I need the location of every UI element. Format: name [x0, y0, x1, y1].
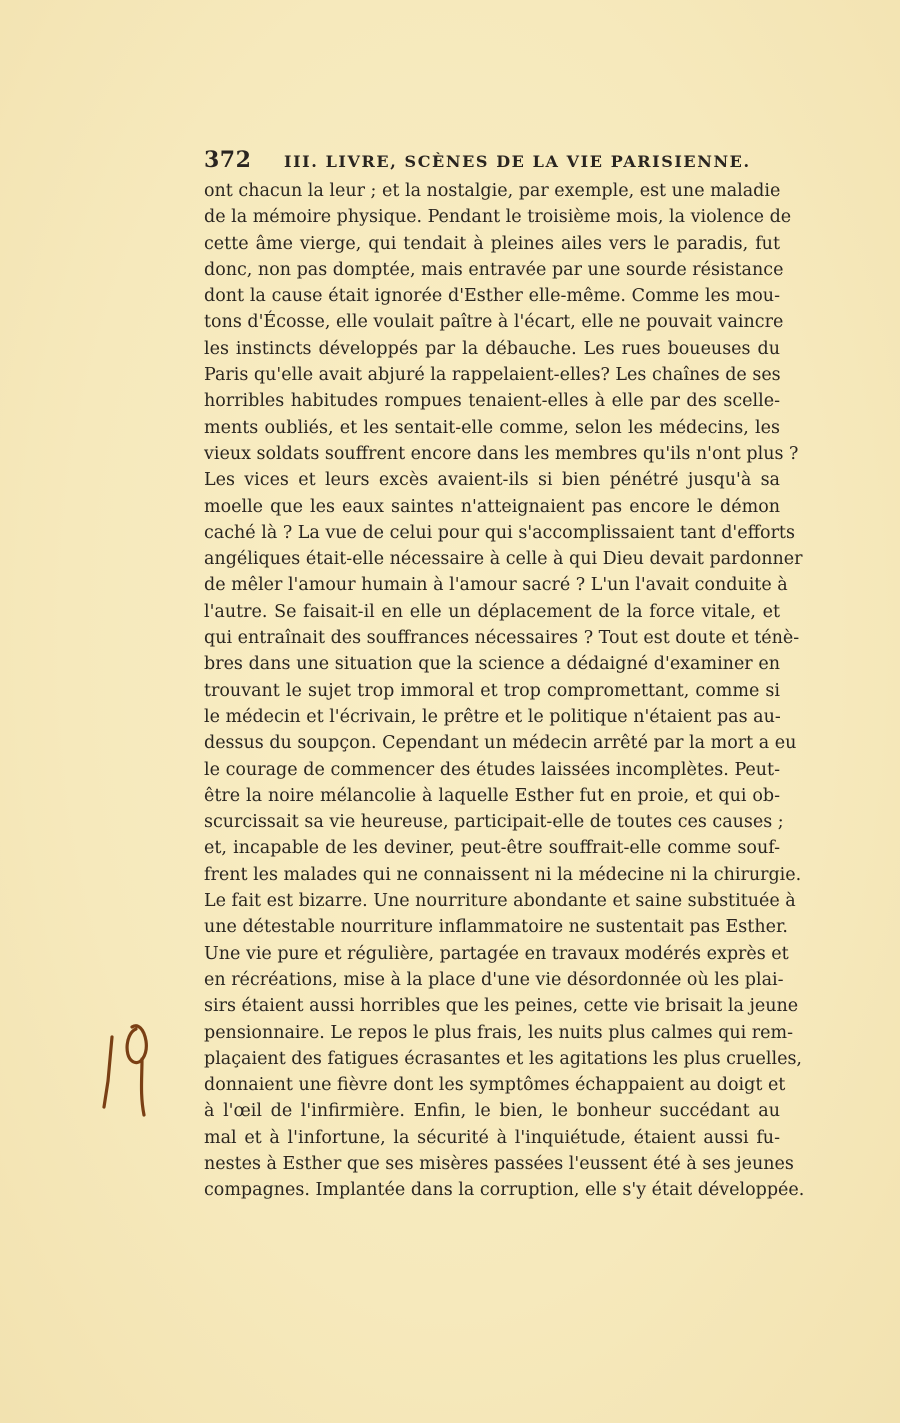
text-line: dont la cause était ignorée d'Esther elle-même. Comme les mou- — [204, 286, 780, 307]
text-line: plaçaient des fatigues écrasantes et les agitations les plus cruelles, — [204, 1048, 802, 1069]
body-text — [204, 178, 805, 1204]
text-line: frent les malades qui ne connaissent ni la médecine ni la chirurgie. — [204, 864, 802, 885]
text-line: les instincts développés par la débauche. Les rues boueuses du — [204, 338, 780, 359]
text-line: donnaient une fièvre dont les symptômes échappaient au doigt et — [204, 1075, 786, 1096]
page-number: 372 — [204, 147, 252, 173]
text-line: tons d'Écosse, elle voulait paître à l'écart, elle ne pouvait vaincre — [204, 312, 784, 333]
text-line: mal et à l'infortune, la sécurité à l'inquiétude, étaient aussi fu- — [204, 1127, 780, 1148]
text-line: l'autre. Se faisait-il en elle un déplacement de la force vitale, et — [204, 601, 780, 622]
text-line: moelle que les eaux saintes n'atteignaient pas encore le démon — [204, 496, 780, 517]
running-head — [204, 145, 780, 175]
text-line: vieux soldats souffrent encore dans les membres qu'ils n'ont plus ? — [204, 443, 799, 464]
text-line: de mêler l'amour humain à l'amour sacré ? L'un l'avait conduite à — [204, 575, 788, 596]
text-line: nestes à Esther que ses misères passées l'eussent été à ses jeunes — [204, 1153, 794, 1174]
text-line: une détestable nourriture inflammatoire ne sustentait pas Esther. — [204, 917, 788, 938]
text-line: caché là ? La vue de celui pour qui s'accomplissaient tant d'efforts — [204, 522, 795, 543]
text-line: le courage de commencer des études laissées incomplètes. Peut- — [204, 759, 780, 780]
text-line: ont chacun la leur ; et la nostalgie, par exemple, est une maladie — [204, 181, 781, 201]
text-line: trouvant le sujet trop immoral et trop compromettant, comme si — [204, 680, 780, 701]
text-line: le médecin et l'écrivain, le prêtre et le politique n'étaient pas au- — [204, 706, 781, 727]
text-line: horribles habitudes rompues tenaient-elles à elle par des scelle- — [204, 391, 780, 412]
text-line: compagnes. Implantée dans la corruption, elle s'y était développée. — [204, 1180, 805, 1201]
text-line: scurcissait sa vie heureuse, participait-elle de toutes ces causes ; — [204, 812, 784, 833]
text-line: donc, non pas domptée, mais entravée par une sourde résistance — [204, 259, 784, 280]
text-line: Paris qu'elle avait abjuré la rappelaient-elles? Les chaînes de ses — [204, 365, 781, 386]
text-line: angéliques était-elle nécessaire à celle à qui Dieu devait pardonner — [204, 549, 803, 570]
text-line: dessus du soupçon. Cependant un médecin arrêté par la mort a eu — [204, 733, 797, 754]
text-line: pensionnaire. Le repos le plus frais, les nuits plus calmes qui rem- — [204, 1022, 794, 1043]
text-line: et, incapable de les deviner, peut-être souffrait-elle comme souf- — [204, 838, 780, 859]
text-line: sirs étaient aussi horribles que les peines, cette vie brisait la jeune — [204, 996, 799, 1017]
text-line: qui entraînait des souffrances nécessaires ? Tout est doute et ténè- — [204, 628, 800, 649]
text-line: de la mémoire physique. Pendant le troisième mois, la violence de — [204, 207, 792, 228]
text-line: Le fait est bizarre. Une nourriture abondante et saine substituée à — [204, 891, 796, 912]
text-line: à l'œil de l'infirmière. Enfin, le bien, le bonheur succédant au — [204, 1101, 780, 1122]
text-line: bres dans une situation que la science a dédaigné d'examiner en — [204, 654, 780, 675]
text-line: Les vices et leurs excès avaient-ils si bien pénétré jusqu'à sa — [204, 470, 780, 491]
text-line: être la noire mélancolie à laquelle Esther fut en proie, et qui ob- — [204, 785, 780, 806]
text-line: en récréations, mise à la place d'une vie désordonnée où les plai- — [204, 969, 784, 990]
text-line: ments oubliés, et les sentait-elle comme, selon les médecins, les — [204, 417, 780, 438]
text-line: Une vie pure et régulière, partagée en travaux modérés exprès et — [204, 943, 789, 964]
text-line: cette âme vierge, qui tendait à pleines ailes vers le paradis, fut — [204, 233, 780, 254]
handwritten-annotation-icon — [96, 1015, 162, 1125]
running-title: III. LIVRE, SCÈNES DE LA VIE PARISIENNE. — [283, 152, 751, 171]
